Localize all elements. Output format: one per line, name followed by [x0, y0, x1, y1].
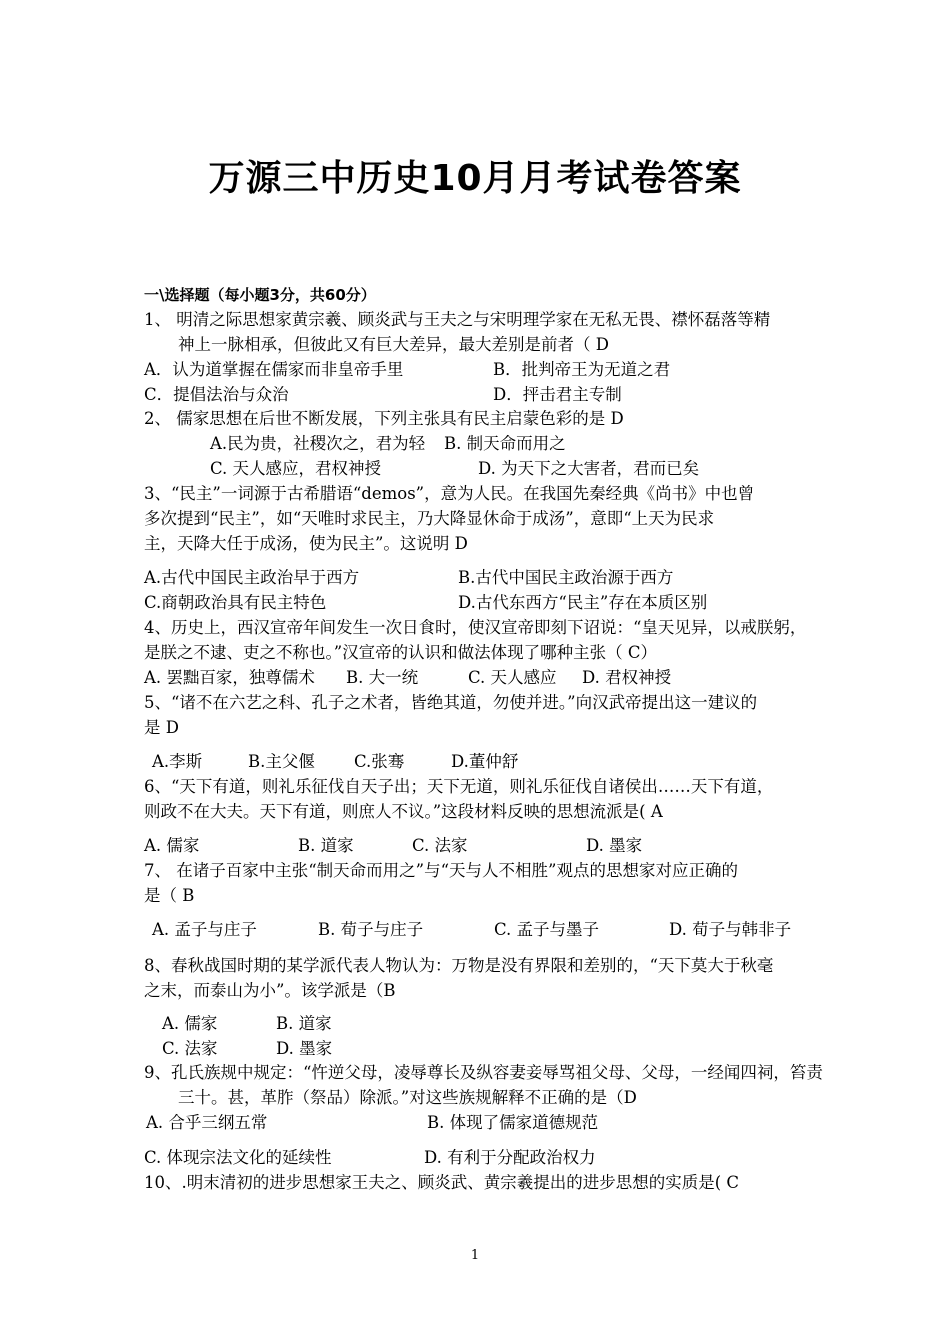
question-9-stem-line-2: 三十。甚，革胙（祭品）除派。”对这些族规解释不正确的是（D — [178, 1088, 637, 1107]
question-9-option-b: B. 体现了儒家道德规范 — [427, 1113, 599, 1132]
question-6-option-b: B. 道家 — [298, 836, 354, 855]
question-8-stem-line-2: 之末，而泰山为小”。该学派是（B — [144, 981, 396, 1000]
question-4-option-d: D. 君权神授 — [582, 668, 672, 687]
question-6-stem-line-2: 则政不在大夫。天下有道，则庶人不议。”这段材料反映的思想流派是( A — [144, 802, 663, 821]
question-1-option-b: B．批判帝王为无道之君 — [493, 360, 671, 379]
question-6-option-a: A. 儒家 — [144, 836, 200, 855]
question-1-stem-line-1: 1、 明清之际思想家黄宗羲、顾炎武与王夫之与宋明理学家在无私无畏、襟怀磊落等精 — [144, 310, 771, 329]
section-header: 一\选择题（每小题3分，共60分） — [144, 286, 376, 304]
question-6-option-d: D. 墨家 — [586, 836, 643, 855]
question-7-stem-line-2: 是（ B — [144, 886, 195, 905]
question-5-option-b: B.主父偃 — [248, 752, 315, 771]
question-8-stem-line-1: 8、春秋战国时期的某学派代表人物认为：万物是没有界限和差别的，“天下莫大于秋毫 — [144, 956, 774, 975]
question-7-option-b: B. 荀子与庄子 — [318, 920, 424, 939]
question-7-option-d: D. 荀子与韩非子 — [669, 920, 792, 939]
question-8-option-d: D. 墨家 — [276, 1039, 333, 1058]
question-7-stem-line-1: 7、 在诸子百家中主张“制天命而用之”与“天与人不相胜”观点的思想家对应正确的 — [144, 861, 738, 880]
question-9-option-d: D. 有利于分配政治权力 — [424, 1148, 596, 1167]
question-10-stem-line-1: 10、.明末清初的进步思想家王夫之、顾炎武、黄宗羲提出的进步思想的实质是( C — [144, 1173, 740, 1192]
question-9-option-c: C. 体现宗法文化的延续性 — [144, 1148, 332, 1167]
question-8-option-a: A. 儒家 — [162, 1014, 218, 1033]
question-1-stem-line-2: 神上一脉相承，但彼此又有巨大差异，最大差别是前者（ D — [178, 335, 609, 354]
question-1-option-d: D．抨击君主专制 — [493, 385, 622, 404]
question-6-stem-line-1: 6、“天下有道，则礼乐征伐自天子出；天下无道，则礼乐征伐自诸侯出……天下有道， — [144, 777, 774, 796]
question-2-option-b: B. 制天命而用之 — [444, 434, 566, 453]
page-number: 1 — [470, 1248, 480, 1263]
question-2-stem-line-1: 2、 儒家思想在后世不断发展，下列主张具有民主启蒙色彩的是 D — [144, 409, 624, 428]
question-5-option-d: D.董仲舒 — [451, 752, 519, 771]
question-2-option-d: D. 为天下之大害者，君而已矣 — [478, 459, 700, 478]
question-4-stem-line-1: 4、历史上，西汉宣帝年间发生一次日食时，使汉宣帝即刻下诏说：“皇天见异，以戒朕躬， — [144, 618, 807, 637]
question-3-stem-line-1: 3、“民主”一词源于古希腊语“demos”，意为人民。在我国先秦经典《尚书》中也曾 — [144, 484, 755, 503]
document-title: 万源三中历史10月月考试卷答案 — [208, 158, 742, 199]
question-4-option-a: A. 罢黜百家，独尊儒术 — [144, 668, 315, 687]
question-8-option-c: C. 法家 — [162, 1039, 218, 1058]
question-5-stem-line-1: 5、“诸不在六艺之科、孔子之术者，皆绝其道，勿使并进。”向汉武帝提出这一建议的 — [144, 693, 758, 712]
question-4-option-b: B. 大一统 — [346, 668, 419, 687]
question-6-option-c: C. 法家 — [412, 836, 468, 855]
question-4-option-c: C. 天人感应 — [468, 668, 557, 687]
question-9-stem-line-1: 9、孔氏族规中规定：“忤逆父母，凌辱尊长及纵容妻妾辱骂祖父母、父母，一经闻四祠，笞责 — [144, 1063, 823, 1082]
question-3-option-a: A.古代中国民主政治早于西方 — [144, 568, 360, 587]
question-2-option-c: C. 天人感应，君权神授 — [210, 459, 382, 478]
question-5-option-c: C.张骞 — [354, 752, 405, 771]
question-4-stem-line-2: 是朕之不逮、吏之不称也。”汉宣帝的认识和做法体现了哪种主张（ C） — [144, 643, 658, 662]
question-9-option-a: A. 合乎三纲五常 — [146, 1113, 268, 1132]
question-3-stem-line-2: 多次提到“民主”，如“天唯时求民主，乃大降显休命于成汤”，意即“上天为民求 — [144, 509, 715, 528]
question-3-option-b: B.古代中国民主政治源于西方 — [458, 568, 674, 587]
question-3-option-d: D.古代东西方“民主”存在本质区别 — [458, 593, 708, 612]
question-1-option-a: A．认为道掌握在儒家而非皇帝手里 — [144, 360, 404, 379]
question-5-stem-line-2: 是 D — [144, 718, 179, 737]
question-7-option-a: A. 孟子与庄子 — [152, 920, 257, 939]
question-5-option-a: A.李斯 — [152, 752, 203, 771]
question-7-option-c: C. 孟子与墨子 — [494, 920, 600, 939]
question-8-option-b: B. 道家 — [276, 1014, 332, 1033]
question-3-option-c: C.商朝政治具有民主特色 — [144, 593, 327, 612]
question-3-stem-line-3: 主，天降大任于成汤，使为民主”。这说明 D — [144, 534, 468, 553]
question-1-option-c: C．提倡法治与众治 — [144, 385, 289, 404]
question-2-option-a: A.民为贵，社稷次之，君为轻 — [210, 434, 426, 453]
